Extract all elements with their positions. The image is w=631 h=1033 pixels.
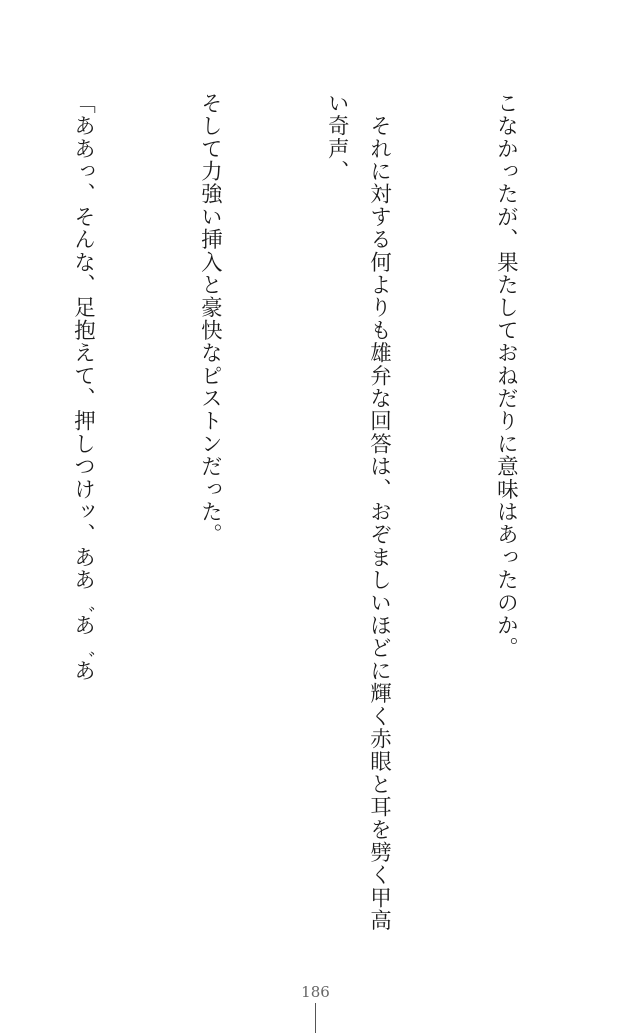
vertical-text-body [51,92,611,932]
text-line: そして力強い挿入と豪快なピストンだった。 [197,92,223,546]
text-line: それに対する何よりも雄弁な回答は、おぞましいほどに輝く赤眼と耳を劈く甲高い奇声、 [324,92,392,932]
page-number: 186 [301,983,330,1001]
text-line: こなかったが、果たしておねだりに意味はあったのか。 [493,92,519,660]
page-number-rule [315,1003,316,1033]
text-line: 「ああっ、そんな、足抱えて、押しつけッ、ああ゛あ゛あ [70,92,96,683]
